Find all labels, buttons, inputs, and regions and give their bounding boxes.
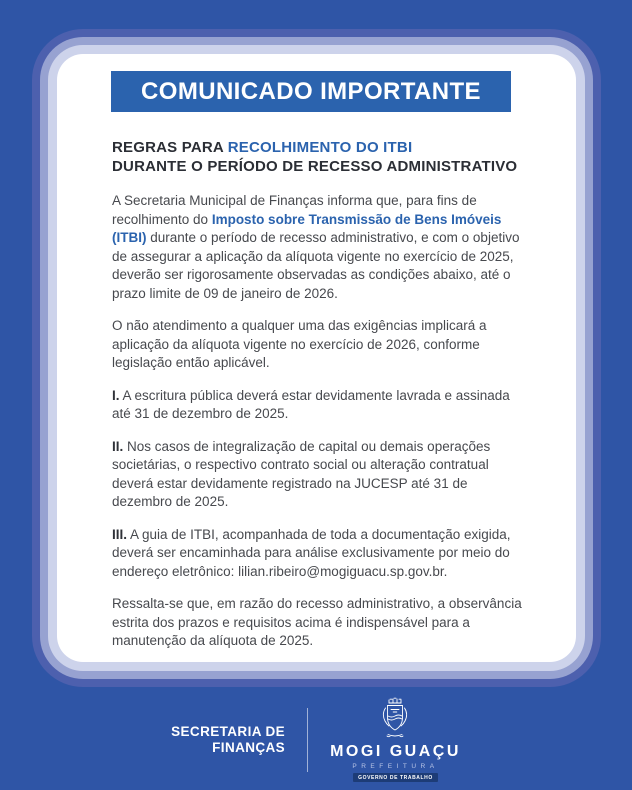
- slogan-badge: GOVERNO DE TRABALHO: [353, 773, 438, 782]
- rule-item-2: [112, 438, 530, 512]
- title-line-1: [112, 139, 526, 158]
- page-title: [112, 139, 526, 176]
- paragraph-warning: O não atendimento a qualquer uma das exigências implicará a aplicação da alíquota vigente no exercício de 2026, conforme legislação então aplicável.: [112, 318, 487, 370]
- department-line-2: FINANÇAS: [212, 740, 286, 755]
- rule-2-numeral: II.: [112, 438, 124, 454]
- paragraph-closing: Ressalta-se que, em razão do recesso administrativo, a observância estrita dos prazos e requisitos acima é indispensável para a manutenção da alíquota de 2025.: [112, 596, 522, 648]
- rule-2-text: Nos casos de integralização de capital ou demais operações societárias, o respectivo contrato social ou alteração contratual deverá estar devidamente registrado na JUCESP até 31 de dezembro de 2025.: [112, 438, 491, 509]
- title-line-2: DURANTE O PERÍODO DE RECESSO ADMINISTRATIVO: [112, 157, 518, 175]
- city-name: MOGI GUAÇU: [330, 742, 461, 760]
- footer: [0, 692, 632, 788]
- department-line-1: SECRETARIA DE: [171, 723, 286, 739]
- itbi-highlight: Imposto sobre Transmissão de Bens Imóveis (ITBI): [112, 211, 502, 245]
- rule-1-text: A escritura pública deverá estar devidamente lavrada e assinada até 31 de dezembro de 2025.: [112, 387, 510, 421]
- intro-text-end: durante o período de recesso administrativo, e com o objetivo de assegurar a aplicação da alíquota vigente no exercício de 2025, deverão ser rigorosamente observadas as condições abaixo, até o prazo limite de 09 de janeiro de 2026.: [112, 230, 520, 301]
- footer-divider: [307, 708, 308, 772]
- announcement-card: [57, 54, 576, 662]
- rule-3-text: A guia de ITBI, acompanhada de toda a documentação exigida, deverá ser encaminhada para análise exclusivamente por meio do endereço eletrônico: lilian.ribeiro@mogiguacu.sp.gov.br.: [112, 526, 511, 579]
- department-name: [171, 724, 285, 757]
- coat-of-arms-icon: [376, 696, 414, 740]
- body-copy: [112, 192, 526, 651]
- rule-item-3: [112, 526, 530, 582]
- intro-text-start: A Secretaria Municipal de Finanças informa que, para fins de recolhimento do: [112, 193, 477, 227]
- rule-3-numeral: III.: [112, 526, 128, 542]
- banner: [111, 71, 511, 112]
- title-prefix: REGRAS PARA: [112, 139, 228, 156]
- prefeitura-label: PREFEITURA: [352, 763, 439, 771]
- banner-title: COMUNICADO IMPORTANTE: [141, 77, 481, 105]
- rule-1-numeral: I.: [112, 387, 120, 403]
- rule-item-1: [112, 387, 530, 424]
- city-brand: [330, 696, 461, 783]
- title-highlight: RECOLHIMENTO DO ITBI: [227, 139, 413, 156]
- paragraph-intro: [112, 192, 530, 303]
